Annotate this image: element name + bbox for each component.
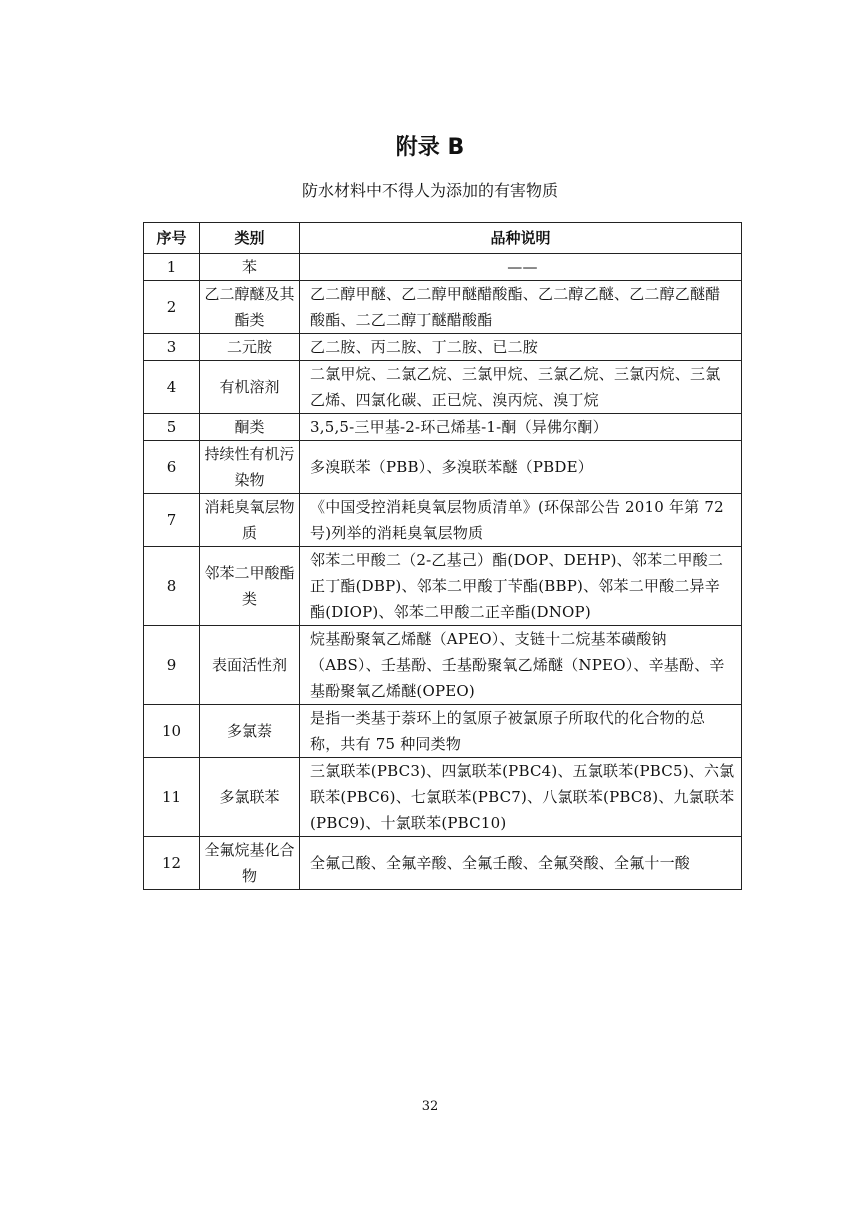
row-description: 二氯甲烷、二氯乙烷、三氯甲烷、三氯乙烷、三氯丙烷、三氯乙烯、四氯化碳、正已烷、溴丙烷、溴丁烷: [300, 361, 742, 414]
table-header-row: [144, 223, 742, 254]
row-category: 二元胺: [200, 334, 300, 361]
table-row: [144, 705, 742, 758]
row-number: 3: [144, 334, 200, 361]
table-row: [144, 758, 742, 837]
row-description: 烷基酚聚氧乙烯醚（APEO）、支链十二烷基苯磺酸钠（ABS）、壬基酚、壬基酚聚氧乙烯醚（NPEO）、辛基酚、辛基酚聚氧乙烯醚(OPEO): [300, 626, 742, 705]
row-category: 多氯联苯: [200, 758, 300, 837]
row-number: 12: [144, 837, 200, 890]
table-row: [144, 626, 742, 705]
row-number: 4: [144, 361, 200, 414]
row-category: 乙二醇醚及其酯类: [200, 281, 300, 334]
header-description: 品种说明: [300, 223, 742, 254]
row-number: 11: [144, 758, 200, 837]
row-category: 酮类: [200, 414, 300, 441]
hazardous-substances-table: [143, 222, 742, 890]
row-description: 《中国受控消耗臭氧层物质清单》(环保部公告 2010 年第 72 号)列举的消耗臭氧层物质: [300, 494, 742, 547]
row-number: 6: [144, 441, 200, 494]
row-category: 多氯萘: [200, 705, 300, 758]
row-description: 乙二醇甲醚、乙二醇甲醚醋酸酯、乙二醇乙醚、乙二醇乙醚醋酸酯、二乙二醇丁醚醋酸酯: [300, 281, 742, 334]
table-row: [144, 837, 742, 890]
row-description: ——: [300, 254, 742, 281]
row-number: 5: [144, 414, 200, 441]
row-category: 全氟烷基化合物: [200, 837, 300, 890]
row-description: 乙二胺、丙二胺、丁二胺、已二胺: [300, 334, 742, 361]
row-description: 三氯联苯(PBC3)、四氯联苯(PBC4)、五氯联苯(PBC5)、六氯联苯(PBC6)、七氯联苯(PBC7)、八氯联苯(PBC8)、九氯联苯(PBC9)、十氯联苯(PBC10): [300, 758, 742, 837]
header-serial-number: 序号: [144, 223, 200, 254]
table-row: [144, 414, 742, 441]
page-number: 32: [421, 1099, 439, 1114]
row-description: 邻苯二甲酸二（2-乙基己）酯(DOP、DEHP)、邻苯二甲酸二正丁酯(DBP)、邻苯二甲酸丁苄酯(BBP)、邻苯二甲酸二异辛酯(DIOP)、邻苯二甲酸二正辛酯(DNOP): [300, 547, 742, 626]
row-description: 是指一类基于萘环上的氢原子被氯原子所取代的化合物的总称，共有 75 种同类物: [300, 705, 742, 758]
table-row: [144, 494, 742, 547]
row-category: 持续性有机污染物: [200, 441, 300, 494]
table-caption: 防水材料中不得人为添加的有害物质: [301, 181, 558, 200]
row-description: 3,5,5-三甲基-2-环己烯基-1-酮（异佛尔酮）: [300, 414, 742, 441]
table-row: [144, 547, 742, 626]
row-category: 消耗臭氧层物质: [200, 494, 300, 547]
row-category: 有机溶剂: [200, 361, 300, 414]
table-row: [144, 254, 742, 281]
row-number: 7: [144, 494, 200, 547]
table-row: [144, 361, 742, 414]
row-description: 多溴联苯（PBB）、多溴联苯醚（PBDE）: [300, 441, 742, 494]
row-number: 8: [144, 547, 200, 626]
row-number: 2: [144, 281, 200, 334]
header-category: 类别: [200, 223, 300, 254]
appendix-title: 附录 B: [395, 135, 465, 160]
row-number: 9: [144, 626, 200, 705]
row-number: 1: [144, 254, 200, 281]
table-row: [144, 281, 742, 334]
row-number: 10: [144, 705, 200, 758]
row-description: 全氟己酸、全氟辛酸、全氟壬酸、全氟癸酸、全氟十一酸: [300, 837, 742, 890]
row-category: 邻苯二甲酸酯类: [200, 547, 300, 626]
row-category: 表面活性剂: [200, 626, 300, 705]
row-category: 苯: [200, 254, 300, 281]
table-row: [144, 441, 742, 494]
table-row: [144, 334, 742, 361]
